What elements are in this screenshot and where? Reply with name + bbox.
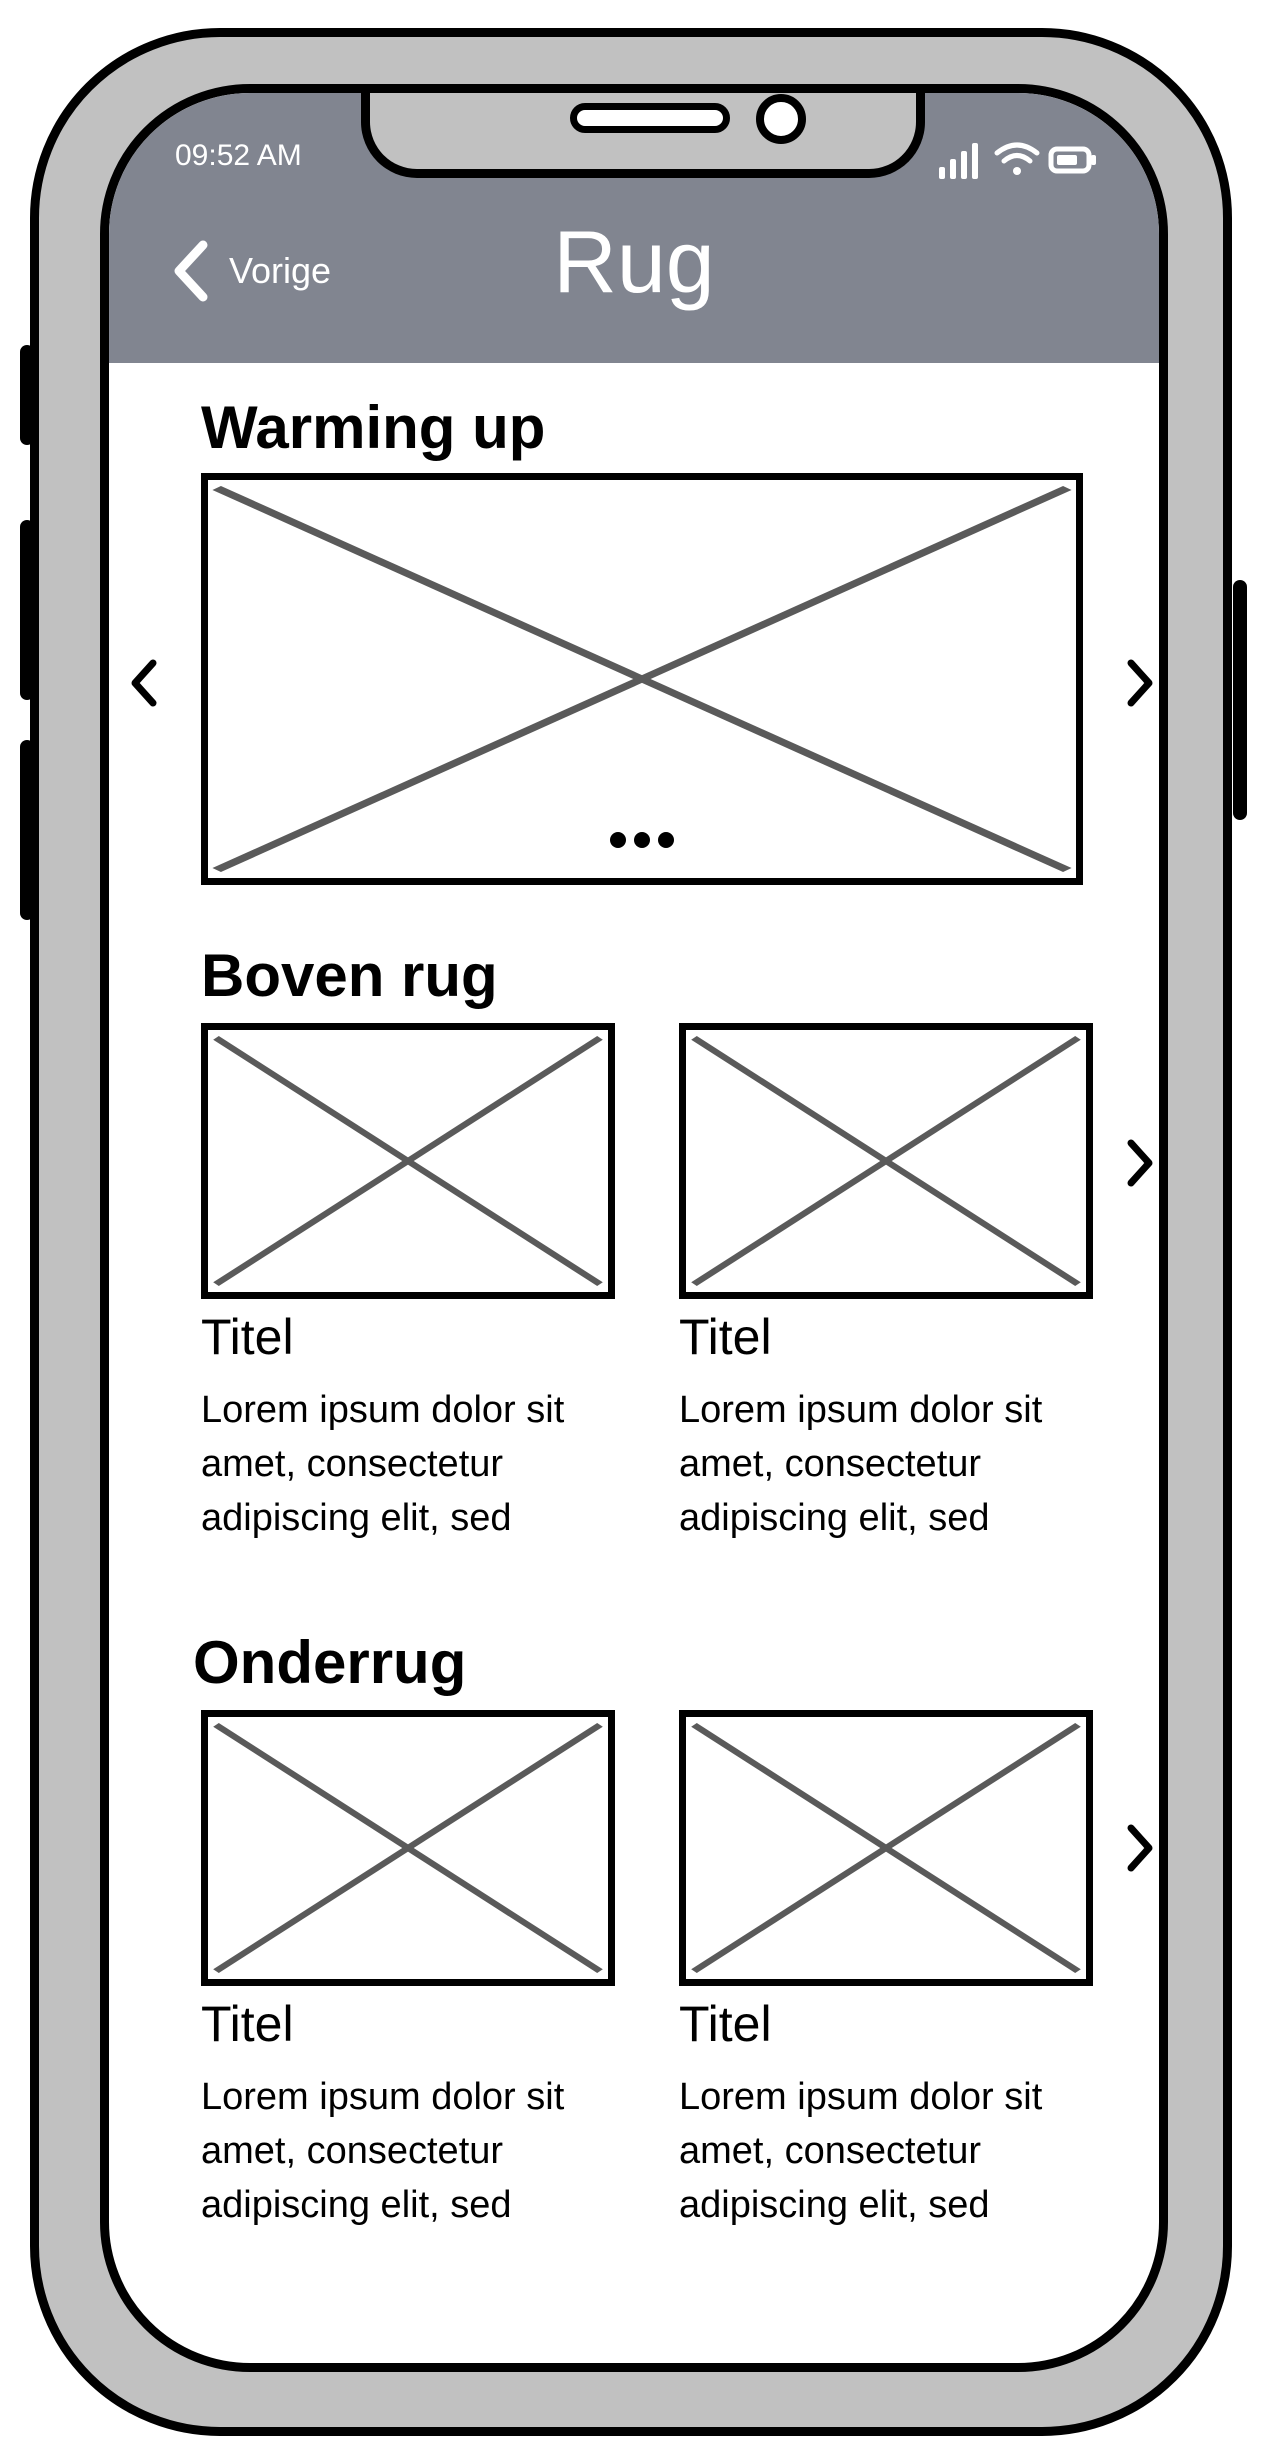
power-button [1233, 580, 1247, 820]
signal-icon [939, 143, 978, 179]
phone-screen [100, 84, 1168, 2372]
card-description: Lorem ipsum dolor sit amet, consectetur adipiscing elit, sed [201, 1389, 565, 1539]
warming-up-image-placeholder[interactable] [201, 473, 1083, 885]
section-title-warming-up: Warming up [201, 394, 546, 461]
chevron-right-icon[interactable] [1119, 653, 1159, 713]
chevron-right-icon[interactable] [1119, 1818, 1159, 1878]
image-placeholder-icon [208, 1717, 608, 1979]
image-placeholder-icon [686, 1717, 1086, 1979]
image-placeholder-icon [208, 1030, 608, 1292]
volume-down-button [20, 740, 34, 920]
image-placeholder-icon [686, 1030, 1086, 1292]
boven-rug-card-2-image[interactable] [679, 1023, 1093, 1299]
card-title: Titel [679, 1996, 772, 2052]
section-title-boven-rug: Boven rug [201, 942, 498, 1009]
battery-icon [1051, 149, 1096, 171]
camera-icon [756, 94, 806, 144]
onderrug-card-1-image[interactable] [201, 1710, 615, 1986]
wifi-icon [997, 145, 1037, 175]
chevron-left-icon[interactable] [125, 653, 165, 713]
status-time: 09:52 AM [175, 139, 302, 172]
page-title: Rug [553, 212, 715, 311]
notch [361, 84, 925, 178]
status-icons [939, 133, 1099, 183]
onderrug-card-2-image[interactable] [679, 1710, 1093, 1986]
card-title: Titel [201, 1309, 294, 1365]
speaker [570, 103, 730, 133]
section-title-onderrug: Onderrug [193, 1629, 467, 1696]
image-placeholder-icon [208, 480, 1076, 878]
card-title: Titel [201, 1996, 294, 2052]
card-title: Titel [679, 1309, 772, 1365]
carousel-dots[interactable] [610, 832, 674, 848]
card-description: Lorem ipsum dolor sit amet, consectetur adipiscing elit, sed [679, 1389, 1043, 1539]
silent-switch [20, 345, 34, 445]
chevron-right-icon[interactable] [1119, 1133, 1159, 1193]
back-label: Vorige [229, 250, 332, 291]
card-description: Lorem ipsum dolor sit amet, consectetur adipiscing elit, sed [201, 2076, 565, 2226]
card-description: Lorem ipsum dolor sit amet, consectetur adipiscing elit, sed [679, 2076, 1043, 2226]
boven-rug-card-1-image[interactable] [201, 1023, 615, 1299]
volume-up-button [20, 520, 34, 700]
